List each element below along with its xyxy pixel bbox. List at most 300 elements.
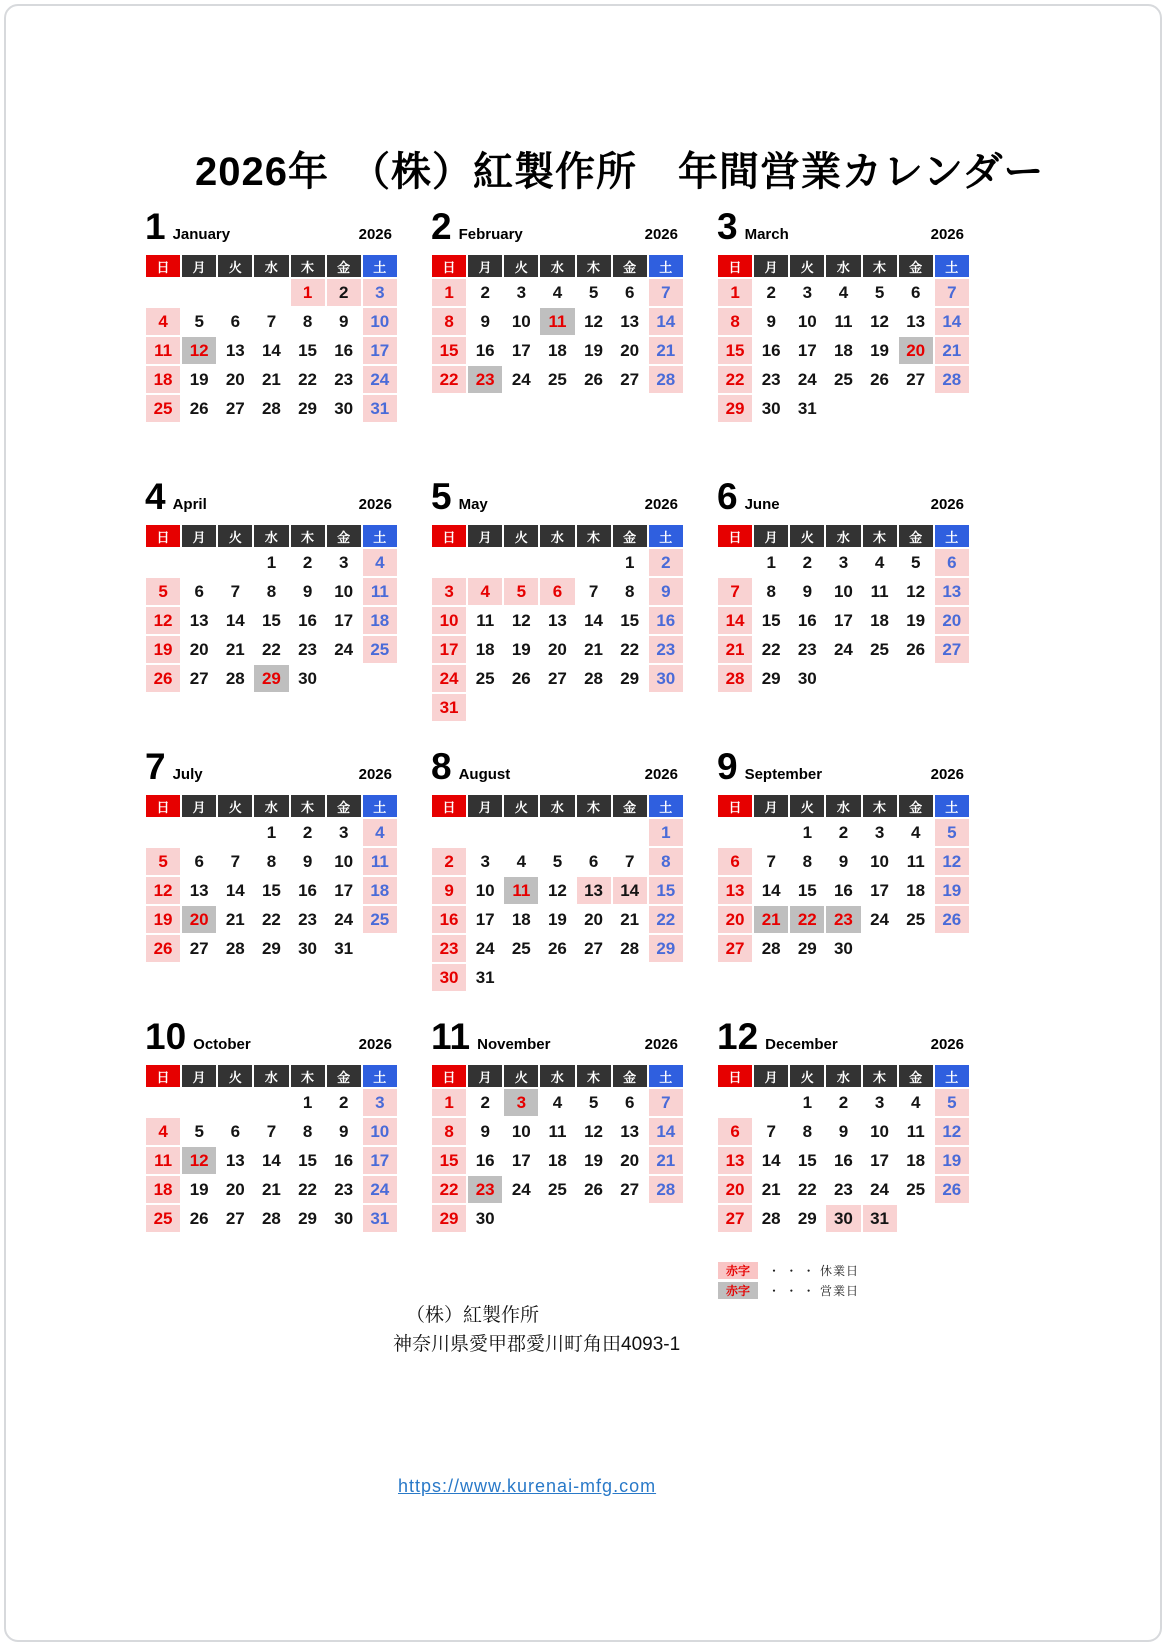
- day-6-6: 6: [934, 548, 970, 577]
- day-1-2: 2: [326, 278, 362, 307]
- day-4-29: 29: [253, 664, 289, 693]
- day-6-14: 14: [717, 606, 753, 635]
- weekday-header: 木: [290, 794, 326, 818]
- day-7-29: 29: [253, 934, 289, 963]
- day-9-27: 27: [717, 934, 753, 963]
- month-name: January: [172, 226, 231, 243]
- empty-cell: [326, 664, 362, 693]
- day-3-1: 1: [717, 278, 753, 307]
- day-6-15: 15: [753, 606, 789, 635]
- month-name: February: [458, 226, 523, 243]
- day-8-23: 23: [431, 934, 467, 963]
- weekday-header: 日: [431, 524, 467, 548]
- day-7-15: 15: [253, 876, 289, 905]
- day-3-10: 10: [789, 307, 825, 336]
- month-number: 6: [717, 476, 738, 517]
- day-10-27: 27: [217, 1204, 253, 1233]
- day-3-20: 20: [898, 336, 934, 365]
- day-5-29: 29: [612, 664, 648, 693]
- month-number: 5: [431, 476, 452, 517]
- day-8-3: 3: [467, 847, 503, 876]
- day-7-21: 21: [217, 905, 253, 934]
- day-2-28: 28: [648, 365, 684, 394]
- day-11-29: 29: [431, 1204, 467, 1233]
- day-10-23: 23: [326, 1175, 362, 1204]
- month-number: 7: [145, 746, 166, 787]
- day-8-16: 16: [431, 905, 467, 934]
- day-12-8: 8: [789, 1117, 825, 1146]
- day-11-27: 27: [612, 1175, 648, 1204]
- month-august: [431, 745, 684, 1015]
- legend-row-open: [718, 1282, 859, 1299]
- day-3-29: 29: [717, 394, 753, 423]
- day-2-10: 10: [503, 307, 539, 336]
- day-3-7: 7: [934, 278, 970, 307]
- day-2-12: 12: [576, 307, 612, 336]
- day-2-1: 1: [431, 278, 467, 307]
- day-4-13: 13: [181, 606, 217, 635]
- day-3-4: 4: [825, 278, 861, 307]
- weekday-header: 火: [217, 1064, 253, 1088]
- day-11-28: 28: [648, 1175, 684, 1204]
- month-february: [431, 205, 684, 475]
- day-9-1: 1: [789, 818, 825, 847]
- legend-closed-swatch: 赤字: [718, 1262, 758, 1279]
- weekday-header: 木: [862, 524, 898, 548]
- day-11-24: 24: [503, 1175, 539, 1204]
- month-number: 3: [717, 206, 738, 247]
- day-11-13: 13: [612, 1117, 648, 1146]
- day-2-26: 26: [576, 365, 612, 394]
- day-8-15: 15: [648, 876, 684, 905]
- day-2-13: 13: [612, 307, 648, 336]
- day-5-3: 3: [431, 577, 467, 606]
- weekday-header: 木: [576, 254, 612, 278]
- day-3-2: 2: [753, 278, 789, 307]
- day-5-19: 19: [503, 635, 539, 664]
- day-12-4: 4: [898, 1088, 934, 1117]
- day-10-15: 15: [290, 1146, 326, 1175]
- day-7-22: 22: [253, 905, 289, 934]
- day-9-29: 29: [789, 934, 825, 963]
- day-10-19: 19: [181, 1175, 217, 1204]
- month-name: November: [477, 1036, 551, 1053]
- empty-cell: [539, 963, 575, 992]
- day-10-8: 8: [290, 1117, 326, 1146]
- weekday-header: 金: [612, 794, 648, 818]
- day-6-11: 11: [862, 577, 898, 606]
- empty-cell: [753, 1088, 789, 1117]
- weekday-header: 月: [181, 794, 217, 818]
- day-1-31: 31: [362, 394, 398, 423]
- weekday-header: 火: [789, 254, 825, 278]
- day-5-6: 6: [539, 577, 575, 606]
- weekday-header: 火: [217, 524, 253, 548]
- month-name: September: [744, 766, 823, 783]
- empty-cell: [934, 1204, 970, 1233]
- day-6-24: 24: [825, 635, 861, 664]
- day-7-13: 13: [181, 876, 217, 905]
- weekday-header: 木: [576, 794, 612, 818]
- day-4-27: 27: [181, 664, 217, 693]
- day-7-10: 10: [326, 847, 362, 876]
- empty-cell: [753, 818, 789, 847]
- day-3-31: 31: [789, 394, 825, 423]
- day-6-21: 21: [717, 635, 753, 664]
- day-11-10: 10: [503, 1117, 539, 1146]
- day-8-13: 13: [576, 876, 612, 905]
- day-11-20: 20: [612, 1146, 648, 1175]
- month-year: 2026: [644, 226, 678, 243]
- day-12-25: 25: [898, 1175, 934, 1204]
- day-10-29: 29: [290, 1204, 326, 1233]
- month-year: 2026: [644, 766, 678, 783]
- empty-cell: [503, 818, 539, 847]
- day-10-10: 10: [362, 1117, 398, 1146]
- weekday-header: 土: [648, 524, 684, 548]
- day-11-19: 19: [576, 1146, 612, 1175]
- weekday-header: 日: [145, 254, 181, 278]
- day-5-28: 28: [576, 664, 612, 693]
- weekday-header: 日: [717, 524, 753, 548]
- empty-cell: [467, 548, 503, 577]
- day-5-21: 21: [576, 635, 612, 664]
- company-url-link[interactable]: https://www.kurenai-mfg.com: [398, 1476, 657, 1496]
- weekday-header: 水: [539, 794, 575, 818]
- weekday-header: 木: [862, 1064, 898, 1088]
- day-8-24: 24: [467, 934, 503, 963]
- empty-cell: [717, 548, 753, 577]
- day-7-27: 27: [181, 934, 217, 963]
- day-8-29: 29: [648, 934, 684, 963]
- day-4-5: 5: [145, 577, 181, 606]
- day-1-17: 17: [362, 336, 398, 365]
- weekday-header: 水: [253, 794, 289, 818]
- day-7-26: 26: [145, 934, 181, 963]
- empty-cell: [576, 548, 612, 577]
- day-7-18: 18: [362, 876, 398, 905]
- day-2-6: 6: [612, 278, 648, 307]
- day-6-9: 9: [789, 577, 825, 606]
- day-8-12: 12: [539, 876, 575, 905]
- day-1-7: 7: [253, 307, 289, 336]
- day-7-9: 9: [290, 847, 326, 876]
- day-8-19: 19: [539, 905, 575, 934]
- day-7-3: 3: [326, 818, 362, 847]
- day-11-9: 9: [467, 1117, 503, 1146]
- day-10-4: 4: [145, 1117, 181, 1146]
- weekday-header: 木: [290, 254, 326, 278]
- day-11-8: 8: [431, 1117, 467, 1146]
- day-6-12: 12: [898, 577, 934, 606]
- day-1-23: 23: [326, 365, 362, 394]
- day-10-30: 30: [326, 1204, 362, 1233]
- day-1-11: 11: [145, 336, 181, 365]
- weekday-header: 土: [362, 1064, 398, 1088]
- day-4-22: 22: [253, 635, 289, 664]
- legend-closed-label: ・ ・ ・ 休業日: [768, 1264, 860, 1278]
- weekday-header: 月: [753, 1064, 789, 1088]
- weekday-header: 木: [862, 794, 898, 818]
- day-10-9: 9: [326, 1117, 362, 1146]
- empty-cell: [612, 818, 648, 847]
- month-year: 2026: [644, 1036, 678, 1053]
- empty-cell: [862, 934, 898, 963]
- day-1-21: 21: [253, 365, 289, 394]
- weekday-header: 金: [898, 524, 934, 548]
- day-10-24: 24: [362, 1175, 398, 1204]
- day-12-20: 20: [717, 1175, 753, 1204]
- month-number: 1: [145, 206, 166, 247]
- month-september: [717, 745, 970, 1015]
- day-7-5: 5: [145, 847, 181, 876]
- day-8-28: 28: [612, 934, 648, 963]
- day-12-3: 3: [862, 1088, 898, 1117]
- day-5-5: 5: [503, 577, 539, 606]
- day-5-14: 14: [576, 606, 612, 635]
- month-year: 2026: [358, 496, 392, 513]
- empty-cell: [431, 818, 467, 847]
- empty-cell: [362, 934, 398, 963]
- day-5-27: 27: [539, 664, 575, 693]
- day-4-21: 21: [217, 635, 253, 664]
- day-9-11: 11: [898, 847, 934, 876]
- day-1-18: 18: [145, 365, 181, 394]
- day-6-26: 26: [898, 635, 934, 664]
- day-4-9: 9: [290, 577, 326, 606]
- day-2-2: 2: [467, 278, 503, 307]
- day-7-19: 19: [145, 905, 181, 934]
- months-grid: [145, 205, 970, 1285]
- day-1-24: 24: [362, 365, 398, 394]
- weekday-header: 日: [431, 794, 467, 818]
- day-4-23: 23: [290, 635, 326, 664]
- day-12-30: 30: [825, 1204, 861, 1233]
- empty-cell: [181, 1088, 217, 1117]
- day-5-26: 26: [503, 664, 539, 693]
- empty-cell: [825, 394, 861, 423]
- day-5-20: 20: [539, 635, 575, 664]
- weekday-header: 金: [612, 524, 648, 548]
- weekday-header: 火: [789, 1064, 825, 1088]
- day-9-8: 8: [789, 847, 825, 876]
- day-7-28: 28: [217, 934, 253, 963]
- day-5-1: 1: [612, 548, 648, 577]
- empty-cell: [576, 963, 612, 992]
- weekday-header: 火: [217, 794, 253, 818]
- day-6-5: 5: [898, 548, 934, 577]
- weekday-header: 日: [145, 794, 181, 818]
- weekday-header: 火: [789, 794, 825, 818]
- day-11-6: 6: [612, 1088, 648, 1117]
- weekday-header: 水: [825, 1064, 861, 1088]
- day-4-10: 10: [326, 577, 362, 606]
- day-4-20: 20: [181, 635, 217, 664]
- day-3-25: 25: [825, 365, 861, 394]
- day-10-18: 18: [145, 1175, 181, 1204]
- day-3-28: 28: [934, 365, 970, 394]
- weekday-header: 月: [181, 1064, 217, 1088]
- day-10-3: 3: [362, 1088, 398, 1117]
- day-5-18: 18: [467, 635, 503, 664]
- day-11-21: 21: [648, 1146, 684, 1175]
- day-4-8: 8: [253, 577, 289, 606]
- weekday-header: 金: [898, 1064, 934, 1088]
- month-year: 2026: [930, 766, 964, 783]
- weekday-header: 土: [362, 794, 398, 818]
- day-1-5: 5: [181, 307, 217, 336]
- day-10-2: 2: [326, 1088, 362, 1117]
- day-6-30: 30: [789, 664, 825, 693]
- page-title: 2026年 （株）紅製作所 年間営業カレンダー: [195, 150, 1045, 194]
- day-12-11: 11: [898, 1117, 934, 1146]
- day-3-23: 23: [753, 365, 789, 394]
- weekday-header: 金: [612, 254, 648, 278]
- day-11-22: 22: [431, 1175, 467, 1204]
- day-2-23: 23: [467, 365, 503, 394]
- day-1-3: 3: [362, 278, 398, 307]
- day-11-15: 15: [431, 1146, 467, 1175]
- day-9-14: 14: [753, 876, 789, 905]
- day-11-16: 16: [467, 1146, 503, 1175]
- day-3-19: 19: [862, 336, 898, 365]
- day-9-16: 16: [825, 876, 861, 905]
- day-11-7: 7: [648, 1088, 684, 1117]
- day-12-6: 6: [717, 1117, 753, 1146]
- day-11-23: 23: [467, 1175, 503, 1204]
- day-9-3: 3: [862, 818, 898, 847]
- day-9-9: 9: [825, 847, 861, 876]
- weekday-header: 木: [576, 1064, 612, 1088]
- day-4-26: 26: [145, 664, 181, 693]
- weekday-header: 月: [467, 524, 503, 548]
- day-6-25: 25: [862, 635, 898, 664]
- day-1-8: 8: [290, 307, 326, 336]
- day-11-25: 25: [539, 1175, 575, 1204]
- day-2-24: 24: [503, 365, 539, 394]
- weekday-header: 日: [145, 524, 181, 548]
- weekday-header: 木: [290, 1064, 326, 1088]
- day-1-16: 16: [326, 336, 362, 365]
- day-7-7: 7: [217, 847, 253, 876]
- day-7-6: 6: [181, 847, 217, 876]
- day-11-12: 12: [576, 1117, 612, 1146]
- month-name: August: [458, 766, 511, 783]
- day-11-18: 18: [539, 1146, 575, 1175]
- day-7-12: 12: [145, 876, 181, 905]
- day-6-1: 1: [753, 548, 789, 577]
- day-12-10: 10: [862, 1117, 898, 1146]
- month-year: 2026: [358, 1036, 392, 1053]
- day-10-25: 25: [145, 1204, 181, 1233]
- day-8-8: 8: [648, 847, 684, 876]
- month-october: [145, 1015, 398, 1285]
- day-12-5: 5: [934, 1088, 970, 1117]
- day-9-21: 21: [753, 905, 789, 934]
- month-march: [717, 205, 970, 475]
- day-8-17: 17: [467, 905, 503, 934]
- empty-cell: [467, 818, 503, 847]
- month-year: 2026: [930, 1036, 964, 1053]
- weekday-header: 火: [503, 1064, 539, 1088]
- day-10-16: 16: [326, 1146, 362, 1175]
- day-12-31: 31: [862, 1204, 898, 1233]
- day-7-24: 24: [326, 905, 362, 934]
- day-5-23: 23: [648, 635, 684, 664]
- day-8-27: 27: [576, 934, 612, 963]
- day-3-5: 5: [862, 278, 898, 307]
- day-8-31: 31: [467, 963, 503, 992]
- day-7-16: 16: [290, 876, 326, 905]
- day-6-22: 22: [753, 635, 789, 664]
- day-7-17: 17: [326, 876, 362, 905]
- empty-cell: [934, 934, 970, 963]
- weekday-header: 水: [539, 524, 575, 548]
- day-8-21: 21: [612, 905, 648, 934]
- weekday-header: 月: [753, 524, 789, 548]
- day-5-30: 30: [648, 664, 684, 693]
- month-december: [717, 1015, 970, 1285]
- day-7-20: 20: [181, 905, 217, 934]
- day-6-16: 16: [789, 606, 825, 635]
- day-2-8: 8: [431, 307, 467, 336]
- empty-cell: [145, 1088, 181, 1117]
- empty-cell: [181, 548, 217, 577]
- day-10-5: 5: [181, 1117, 217, 1146]
- empty-cell: [503, 963, 539, 992]
- day-9-24: 24: [862, 905, 898, 934]
- day-6-29: 29: [753, 664, 789, 693]
- day-4-30: 30: [290, 664, 326, 693]
- month-name: March: [744, 226, 789, 243]
- day-3-26: 26: [862, 365, 898, 394]
- legend: [718, 1262, 859, 1302]
- day-8-18: 18: [503, 905, 539, 934]
- day-11-11: 11: [539, 1117, 575, 1146]
- weekday-header: 月: [467, 794, 503, 818]
- day-3-13: 13: [898, 307, 934, 336]
- empty-cell: [431, 548, 467, 577]
- day-10-20: 20: [217, 1175, 253, 1204]
- day-10-17: 17: [362, 1146, 398, 1175]
- day-1-30: 30: [326, 394, 362, 423]
- day-7-25: 25: [362, 905, 398, 934]
- day-3-14: 14: [934, 307, 970, 336]
- day-10-31: 31: [362, 1204, 398, 1233]
- month-year: 2026: [930, 496, 964, 513]
- day-8-4: 4: [503, 847, 539, 876]
- empty-cell: [503, 693, 539, 722]
- day-2-20: 20: [612, 336, 648, 365]
- day-3-21: 21: [934, 336, 970, 365]
- weekday-header: 金: [898, 254, 934, 278]
- day-12-12: 12: [934, 1117, 970, 1146]
- weekday-header: 土: [648, 254, 684, 278]
- day-12-14: 14: [753, 1146, 789, 1175]
- day-12-19: 19: [934, 1146, 970, 1175]
- day-2-16: 16: [467, 336, 503, 365]
- day-3-17: 17: [789, 336, 825, 365]
- month-number: 4: [145, 476, 166, 517]
- day-5-31: 31: [431, 693, 467, 722]
- empty-cell: [648, 1204, 684, 1233]
- weekday-header: 月: [467, 1064, 503, 1088]
- month-november: [431, 1015, 684, 1285]
- day-11-5: 5: [576, 1088, 612, 1117]
- day-2-25: 25: [539, 365, 575, 394]
- day-3-18: 18: [825, 336, 861, 365]
- day-4-7: 7: [217, 577, 253, 606]
